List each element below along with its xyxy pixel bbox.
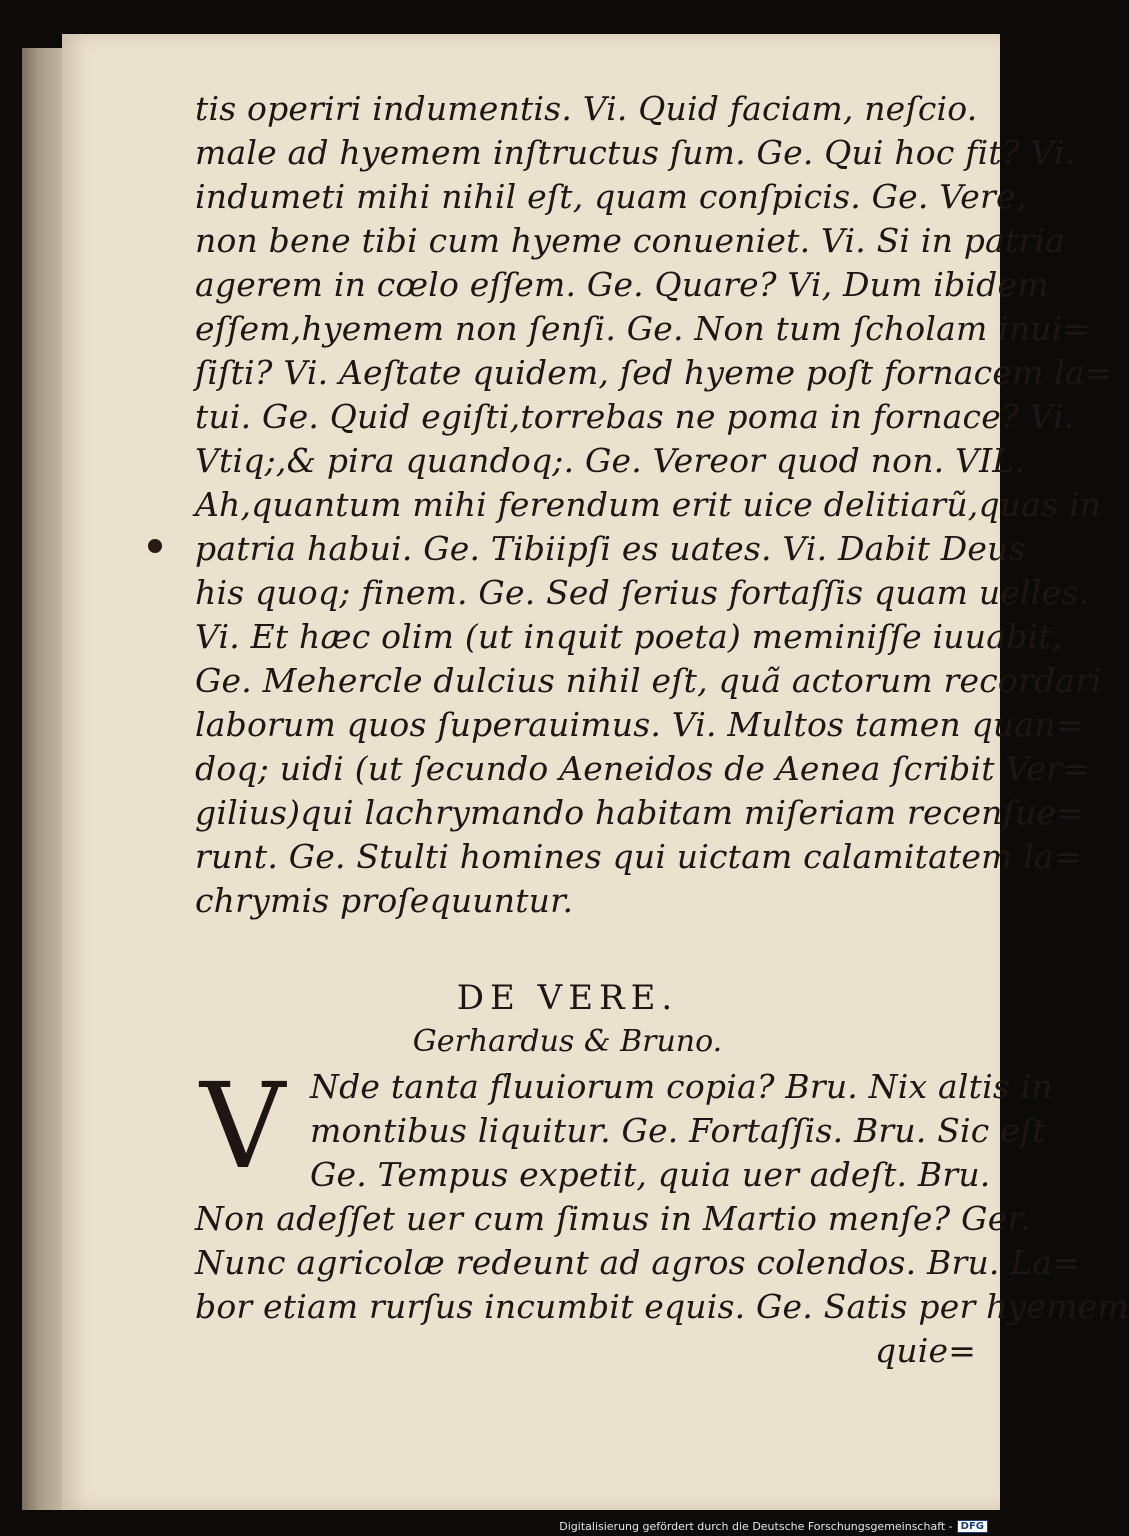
text-line: runt. Ge. Stulti homines qui uictam calamitatem la= xyxy=(195,837,1082,876)
text-line: laborum quos ſuperauimus. Vi. Multos tamen quan= xyxy=(195,705,1084,744)
text-line: non bene tibi cum hyeme conueniet. Vi. Si in patria xyxy=(195,221,1065,260)
text-line: ſiſti? Vi. Aeſtate quidem, ſed hyeme poſt fornacem la= xyxy=(195,353,1113,392)
text-line: Ge. Tempus expetit, quia uer adeſt. Bru. xyxy=(310,1155,991,1194)
text-line: chrymis proſequuntur. xyxy=(195,881,574,920)
text-line: montibus liquitur. Ge. Fortaſſis. Bru. Sic eſt xyxy=(310,1111,1046,1150)
text-line: gilius)qui lachrymando habitam miſeriam recenſue= xyxy=(195,793,1085,832)
text-line: tis operiri indumentis. Vi. Quid faciam, neſcio. xyxy=(195,89,978,128)
margin-dot xyxy=(148,539,162,553)
text-line: male ad hyemem inſtructus ſum. Ge. Qui hoc fit? Vi. xyxy=(195,133,1076,172)
book-edge xyxy=(22,48,66,1510)
text-line: agerem in cœlo eſſem. Ge. Quare? Vi, Dum ibidem xyxy=(195,265,1049,304)
text-line: bor etiam rurſus incumbit equis. Ge. Satis per hyemem xyxy=(195,1287,1129,1326)
catchword: quie= xyxy=(875,1331,977,1370)
text-line: patria habui. Ge. Tibiipſi es uates. Vi. Dabit Deus xyxy=(195,529,1026,568)
text-line: Vtiq;,& pira quandoq;. Ge. Vereor quod non. VIL. xyxy=(195,441,1026,480)
text-line: doq; uidi (ut ſecundo Aeneidos de Aenea ſcribit Ver= xyxy=(195,749,1090,788)
text-line: Ge. Mehercle dulcius nihil eſt, quã actorum recordari xyxy=(195,661,1102,700)
text-line: Nunc agricolæ redeunt ad agros colendos. Bru. La= xyxy=(195,1243,1081,1282)
text-line: tui. Ge. Quid egiſti,torrebas ne poma in fornace? Vi. xyxy=(195,397,1075,436)
dfg-logo: DFG xyxy=(957,1520,988,1533)
section-subheading: Gerhardus & Bruno. xyxy=(412,1024,723,1059)
drop-cap-initial: V xyxy=(200,1057,286,1195)
text-line: eſſem,hyemem non ſenſi. Ge. Non tum ſcholam inui= xyxy=(195,309,1091,348)
text-line: indumeti mihi nihil eſt, quam conſpicis. Ge. Vere, xyxy=(195,177,1027,216)
text-line: Ah,quantum mihi ferendum erit uice delitiarũ,quas in xyxy=(195,485,1102,524)
text-line: Nde tanta fluuiorum copia? Bru. Nix altis in xyxy=(310,1067,1053,1106)
credit-text: Digitalisierung gefördert durch die Deutsche Forschungsgemeinschaft - xyxy=(559,1520,953,1533)
text-line: his quoq; finem. Ge. Sed ſerius fortaſſis quam uelles. xyxy=(195,573,1090,612)
text-line: Vi. Et hæc olim (ut inquit poeta) meminiſſe iuuabit, xyxy=(195,617,1063,656)
section-heading: DE VERE. xyxy=(456,978,679,1018)
digitization-credit xyxy=(559,1520,988,1533)
text-line: Non adeſſet uer cum ſimus in Martio menſe? Ger. xyxy=(195,1199,1031,1238)
